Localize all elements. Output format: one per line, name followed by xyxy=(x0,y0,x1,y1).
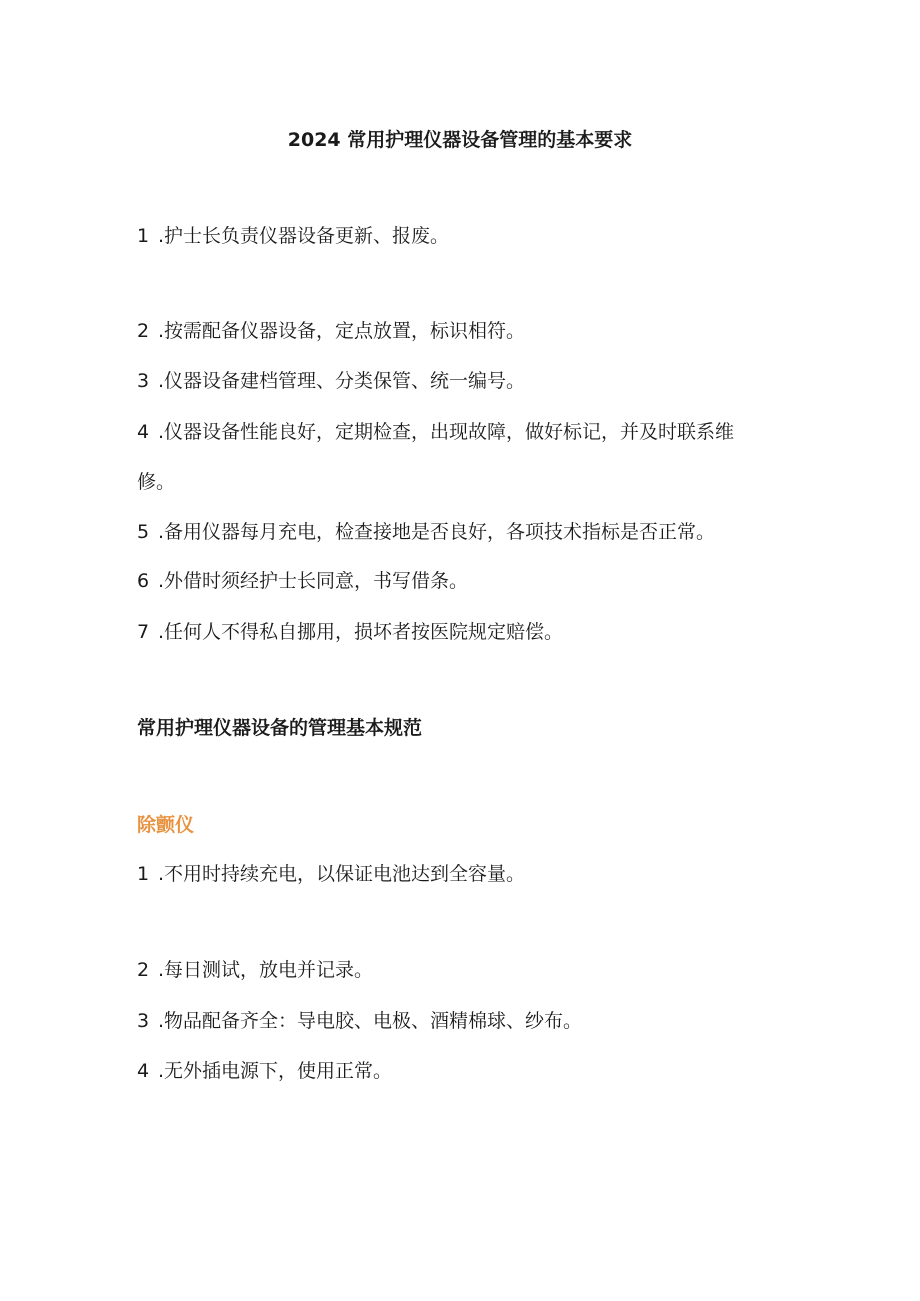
item-number: 1 xyxy=(137,225,150,247)
item-number: 6 xyxy=(137,570,150,592)
item-text: .不用时持续充电，以保证电池达到全容量。 xyxy=(158,863,526,885)
requirement-item xyxy=(137,618,563,646)
item-number: 1 xyxy=(137,863,150,885)
defibrillator-item xyxy=(137,1057,392,1085)
item-text: .仪器设备性能良好，定期检查，出现故障，做好标记，并及时联系维 xyxy=(158,421,735,443)
item-number: 2 xyxy=(137,320,150,342)
item-text: .物品配备齐全：导电胶、电极、酒精棉球、纱布。 xyxy=(158,1010,583,1032)
defibrillator-item xyxy=(137,1007,582,1035)
item-text: .每日测试，放电并记录。 xyxy=(158,959,374,981)
item-number: 2 xyxy=(137,959,150,981)
defibrillator-item xyxy=(137,956,373,984)
defibrillator-item xyxy=(137,860,525,888)
item-number: 3 xyxy=(137,370,150,392)
item-number: 3 xyxy=(137,1010,150,1032)
requirement-item xyxy=(137,567,468,595)
item-text: .任何人不得私自挪用，损坏者按医院规定赔偿。 xyxy=(158,621,564,643)
requirement-item-continuation: 修。 xyxy=(137,471,176,493)
item-number: 4 xyxy=(137,421,150,443)
item-text: .外借时须经护士长同意，书写借条。 xyxy=(158,570,469,592)
item-text: .仪器设备建档管理、分类保管、统一编号。 xyxy=(158,370,526,392)
item-number: 7 xyxy=(137,621,150,643)
section-heading: 常用护理仪器设备的管理基本规范 xyxy=(137,717,423,739)
requirement-item xyxy=(137,222,449,250)
item-number: 4 xyxy=(137,1060,150,1082)
requirement-item xyxy=(137,518,715,546)
item-text: .护士长负责仪器设备更新、报废。 xyxy=(158,225,450,247)
item-text: .备用仪器每月充电，检查接地是否良好，各项技术指标是否正常。 xyxy=(158,521,716,543)
requirement-item xyxy=(137,418,734,446)
requirement-item xyxy=(137,317,525,345)
subsection-heading: 除颤仪 xyxy=(137,814,195,836)
item-text: .无外插电源下，使用正常。 xyxy=(158,1060,393,1082)
document-title: 2024 常用护理仪器设备管理的基本要求 xyxy=(287,129,633,151)
requirement-item xyxy=(137,367,525,395)
item-number: 5 xyxy=(137,521,150,543)
item-text: .按需配备仪器设备，定点放置，标识相符。 xyxy=(158,320,526,342)
